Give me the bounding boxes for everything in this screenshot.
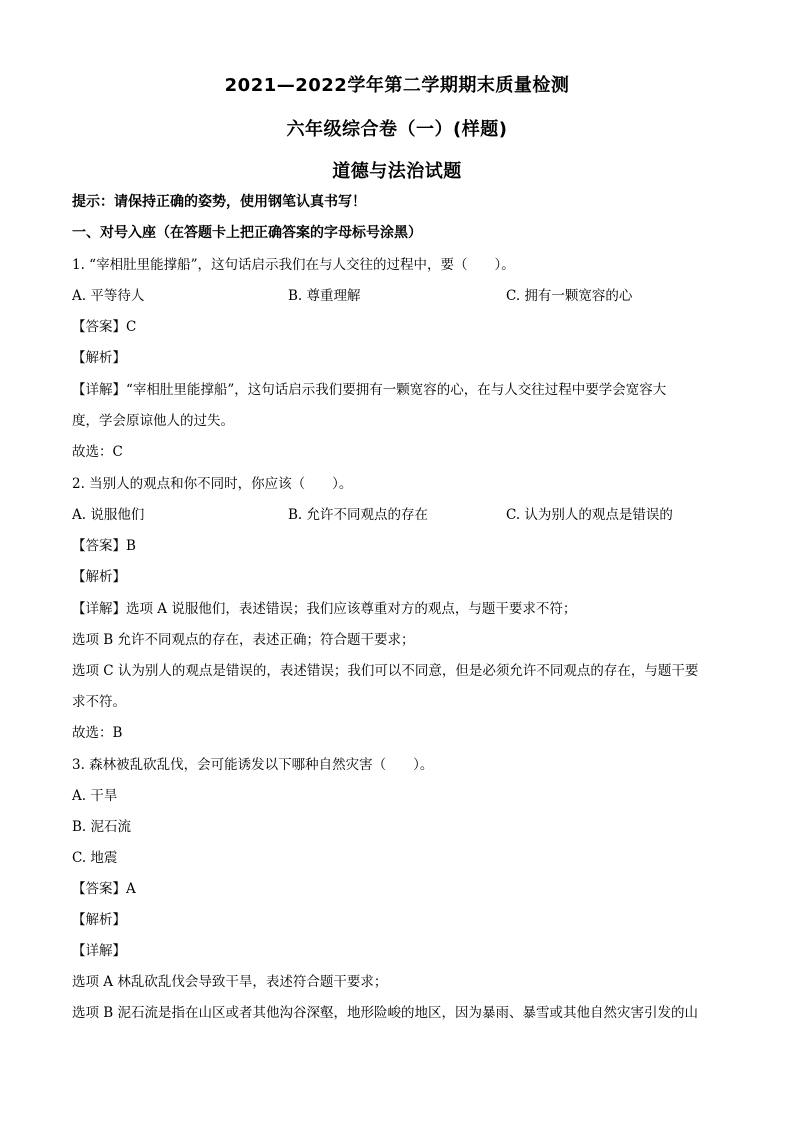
- answer-value: A: [126, 881, 136, 897]
- q1-answer: [72, 318, 732, 336]
- q2-choice: 故选：B: [72, 725, 123, 741]
- exam-title: 2021—2022学年第二学期期末质量检测: [224, 75, 570, 96]
- q3-option-b: B. 泥石流: [72, 819, 132, 835]
- q2-answer: [72, 537, 732, 555]
- question-2-stem: 2. 当别人的观点和你不同时，你应该（ ）。: [72, 476, 353, 492]
- answer-label: 【答案】: [72, 319, 126, 335]
- q2-detail-line-1: [72, 600, 732, 618]
- detail-text: 选项 A 说服他们，表述错误；我们应该尊重对方的观点，与题干要求不符；: [126, 601, 577, 617]
- q2-option-c: C. 认为别人的观点是错误的: [506, 507, 673, 523]
- exam-subtitle: 六年级综合卷（一）(样题): [286, 119, 508, 140]
- tip-text: 提示：请保持正确的姿势，使用钢笔认真书写！: [72, 194, 366, 210]
- q3-analysis-label: 【解析】: [72, 912, 126, 928]
- detail-label: 【详解】: [72, 382, 126, 398]
- q3-detail-label: 【详解】: [72, 943, 126, 959]
- answer-label: 【答案】: [72, 881, 126, 897]
- q1-detail-line-2: 度，学会原谅他人的过失。: [72, 413, 234, 429]
- q2-option-a: A. 说服他们: [72, 507, 145, 523]
- q3-detail-line-2: 选项 B 泥石流是指在山区或者其他沟谷深壑，地形险峻的地区，因为暴雨、暴雪或其他自然灾害引发的山: [72, 1005, 699, 1021]
- q2-detail-line-2: 选项 B 允许不同观点的存在，表述正确；符合题干要求；: [72, 632, 415, 648]
- q3-detail-line-1: 选项 A 林乱砍乱伐会导致干旱，表述符合题干要求；: [72, 974, 388, 990]
- q1-option-b: B. 尊重理解: [288, 288, 361, 304]
- q2-analysis-label: 【解析】: [72, 569, 126, 585]
- detail-label: 【详解】: [72, 601, 126, 617]
- q2-detail-line-3: 选项 C 认为别人的观点是错误的，表述错误；我们可以不同意，但是必须允许不同观点的存在，与题干要: [72, 663, 699, 679]
- q1-analysis-label: 【解析】: [72, 350, 126, 366]
- q1-option-c: C. 拥有一颗宽容的心: [506, 288, 633, 304]
- question-1-stem: 1. “宰相肚里能撑船”，这句话启示我们在与人交往的过程中，要（ ）。: [72, 257, 515, 273]
- detail-text: “宰相肚里能撑船”，这句话启示我们要拥有一颗宽容的心，在与人交往过程中要学会宽容大: [126, 382, 667, 398]
- q2-detail-line-4: 求不符。: [72, 694, 126, 710]
- q3-option-a: A. 干旱: [72, 788, 118, 804]
- q3-answer: [72, 880, 732, 898]
- subject-title: 道德与法治试题: [332, 161, 462, 182]
- answer-label: 【答案】: [72, 538, 126, 554]
- q3-option-c: C. 地震: [72, 850, 118, 866]
- answer-value: C: [126, 319, 137, 335]
- q1-option-a: A. 平等待人: [72, 288, 145, 304]
- q1-detail-line-1: [72, 381, 732, 399]
- q2-option-b: B. 允许不同观点的存在: [288, 507, 429, 523]
- answer-value: B: [126, 538, 136, 554]
- q1-choice: 故选：C: [72, 444, 123, 460]
- section-heading: 一、对号入座（在答题卡上把正确答案的字母标号涂黑）: [72, 225, 422, 241]
- question-3-stem: 3. 森林被乱砍乱伐，会可能诱发以下哪种自然灾害（ ）。: [72, 757, 434, 773]
